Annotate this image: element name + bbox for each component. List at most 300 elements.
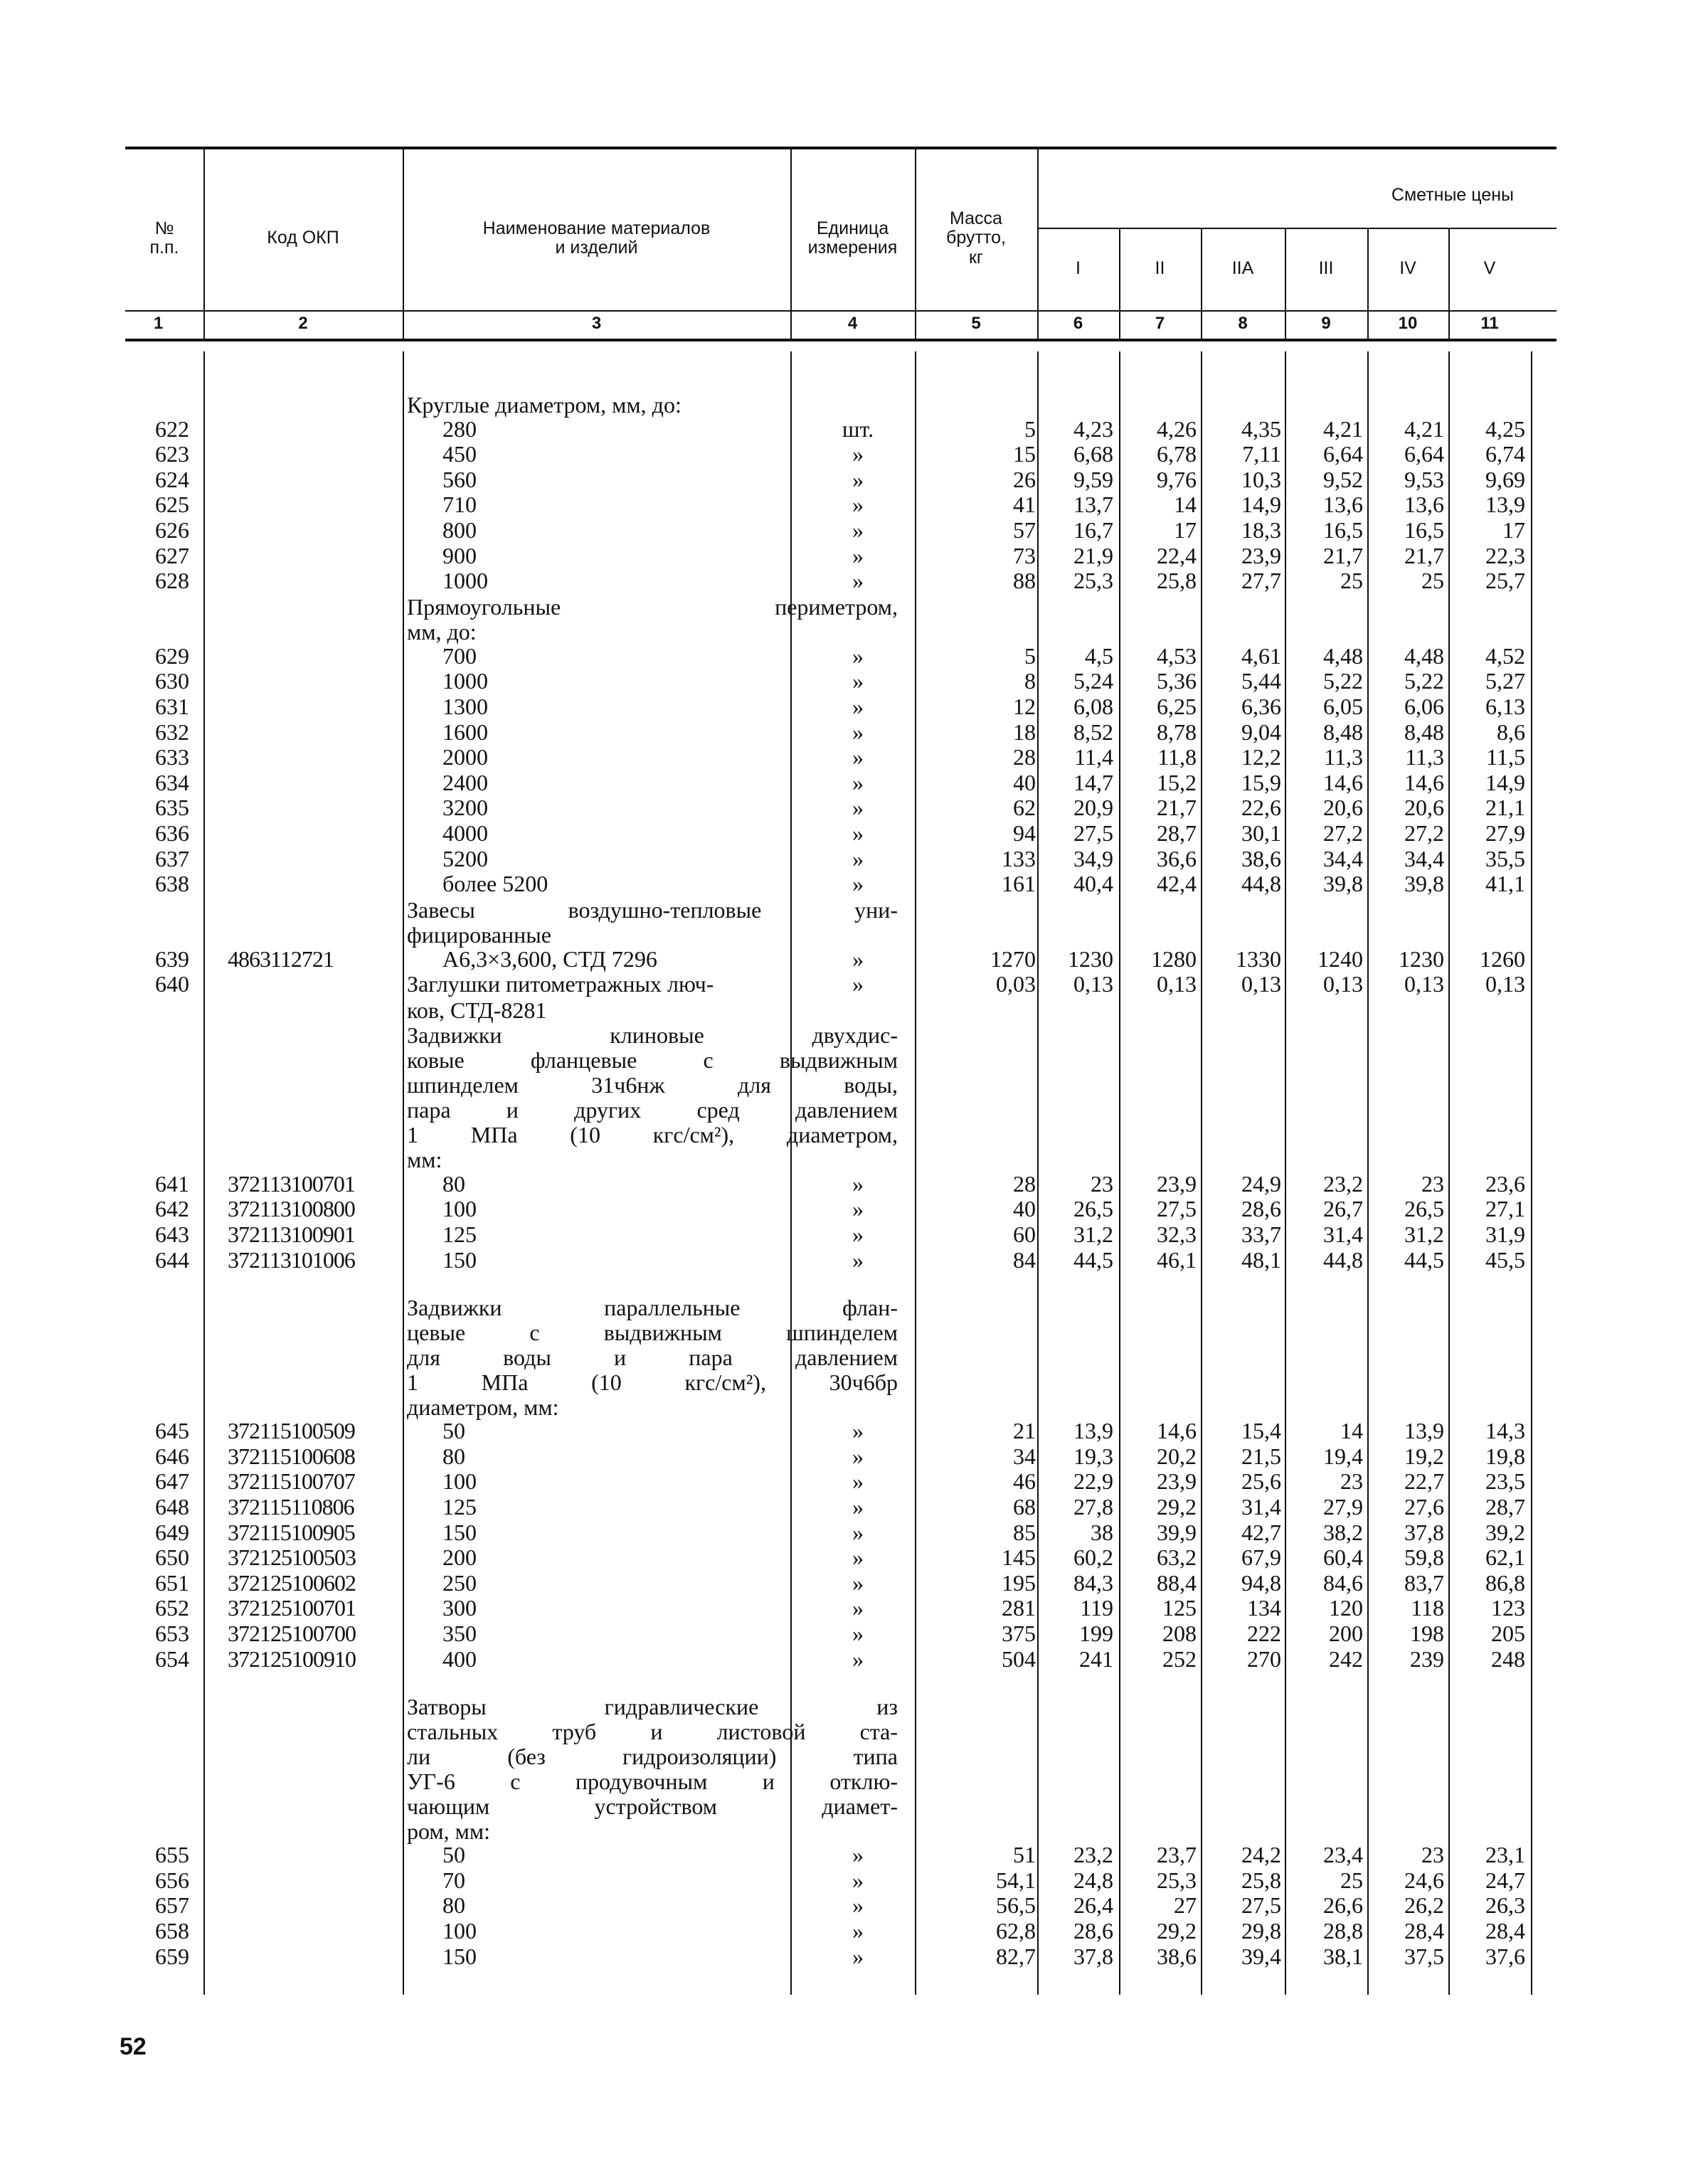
price-zone-5: 13,6 [1404, 492, 1444, 518]
unit-of-measure: » [852, 1196, 864, 1222]
okp-code: 372115100608 [228, 1443, 355, 1469]
gross-mass: 0,03 [996, 971, 1036, 997]
header-divider [125, 310, 1557, 312]
price-zone-1: 13,7 [1073, 492, 1113, 518]
gross-mass: 145 [1002, 1544, 1036, 1571]
unit-of-measure: » [852, 1943, 864, 1969]
price-zone-1: 60,2 [1073, 1544, 1113, 1571]
unit-of-measure: » [852, 1645, 864, 1672]
price-zone-6: 39,2 [1485, 1519, 1525, 1545]
table-row [125, 746, 1557, 772]
price-zone-3: 12,2 [1241, 744, 1281, 770]
unit-of-measure: » [852, 1867, 864, 1893]
price-zone-2: 39,9 [1157, 1519, 1197, 1545]
price-zone-1: 44,5 [1073, 1246, 1113, 1273]
price-zone-6: 27,1 [1485, 1196, 1525, 1222]
price-zone-2: 23,7 [1157, 1842, 1197, 1868]
price-zone-2: 27 [1174, 1892, 1197, 1919]
item-name: 100 [442, 1917, 477, 1944]
gross-mass: 82,7 [996, 1943, 1036, 1969]
price-zone-1: 8,52 [1073, 719, 1113, 745]
section-title-line: ковые фланцевые с выдвижным [407, 1047, 898, 1074]
row-number: 637 [155, 845, 189, 871]
price-zone-3: 6,36 [1241, 693, 1281, 719]
table-row [125, 1470, 1557, 1496]
section-title-line: Круглые диаметром, мм, до: [407, 392, 682, 418]
price-zone-6: 28,4 [1485, 1917, 1525, 1944]
price-zone-4: 4,48 [1323, 642, 1363, 669]
price-zone-5: 24,6 [1404, 1867, 1444, 1893]
header-column-number: 4 [847, 314, 858, 333]
price-zone-2: 6,78 [1157, 441, 1197, 467]
unit-of-measure: » [852, 1621, 864, 1646]
row-number: 642 [155, 1196, 189, 1222]
unit-of-measure: » [852, 1494, 864, 1520]
price-zone-4: 0,13 [1323, 971, 1363, 997]
price-zone-2: 5,36 [1157, 668, 1197, 694]
gross-mass: 26 [1013, 466, 1036, 492]
okp-code: 372125100503 [228, 1544, 356, 1571]
price-zone-3: 67,9 [1241, 1544, 1281, 1571]
item-name: 80 [442, 1443, 465, 1469]
price-zone-6: 4,52 [1485, 642, 1525, 669]
price-zone-3: 222 [1247, 1621, 1281, 1646]
item-name: 450 [442, 441, 477, 467]
price-zone-4: 25 [1340, 1867, 1363, 1893]
price-zone-5: 198 [1410, 1621, 1444, 1646]
price-zone-1: 31,2 [1073, 1221, 1113, 1248]
unit-of-measure: » [852, 542, 864, 568]
row-number: 641 [155, 1170, 189, 1197]
price-zone-3: 42,7 [1241, 1519, 1281, 1545]
unit-of-measure: » [852, 1443, 864, 1469]
row-number: 654 [155, 1645, 189, 1672]
price-zone-2: 9,76 [1157, 466, 1197, 492]
price-zone-5: 39,8 [1404, 871, 1444, 897]
price-zone-1: 37,8 [1073, 1943, 1113, 1969]
price-zone-5: 14,6 [1404, 769, 1444, 795]
price-zone-6: 41,1 [1485, 871, 1525, 897]
section-title-line: Задвижки параллельные флан- [407, 1294, 898, 1320]
price-zone-4: 39,8 [1323, 871, 1363, 897]
unit-of-measure: » [852, 1569, 864, 1596]
item-name: 70 [442, 1867, 465, 1893]
price-zone-5: 83,7 [1404, 1569, 1444, 1596]
row-number: 638 [155, 871, 189, 897]
row-number: 636 [155, 820, 189, 846]
row-number: 656 [155, 1867, 189, 1893]
price-zone-4: 8,48 [1323, 719, 1363, 745]
unit-of-measure: » [852, 492, 864, 518]
price-zone-6: 25,7 [1485, 568, 1525, 594]
section-title-line: чающим устройством диамет- [407, 1793, 898, 1819]
price-zone-1: 23,2 [1073, 1842, 1113, 1868]
row-number: 650 [155, 1544, 189, 1571]
price-zone-3: 23,9 [1241, 542, 1281, 568]
price-zone-1: 34,9 [1073, 845, 1113, 871]
row-number: 629 [155, 642, 189, 669]
header-column-number: 7 [1155, 314, 1165, 333]
price-zone-5: 27,2 [1404, 820, 1444, 846]
header-column-number: 8 [1238, 314, 1248, 333]
unit-of-measure: » [852, 668, 864, 694]
price-zone-1: 24,8 [1073, 1867, 1113, 1893]
price-zone-4: 14,6 [1323, 769, 1363, 795]
gross-mass: 28 [1013, 744, 1036, 770]
item-name: 800 [442, 516, 477, 543]
price-zone-6: 9,69 [1485, 466, 1525, 492]
table-row [125, 1223, 1557, 1249]
table-row [125, 1246, 1557, 1274]
table-row [125, 642, 1557, 670]
price-zone-4: 20,6 [1323, 795, 1363, 821]
table-row [125, 494, 1557, 519]
gross-mass: 12 [1013, 693, 1036, 719]
price-zone-4: 16,5 [1323, 516, 1363, 543]
price-zone-2: 15,2 [1157, 769, 1197, 795]
price-zone-1: 11,4 [1074, 744, 1113, 770]
price-zone-4: 11,3 [1324, 744, 1363, 770]
section-title-line: мм: [407, 1147, 442, 1173]
table-row [125, 544, 1557, 570]
price-zone-6: 45,5 [1485, 1246, 1525, 1273]
item-name: 5200 [442, 845, 488, 871]
section-title-line: диаметром, мм: [407, 1394, 559, 1420]
unit-of-measure: » [852, 1842, 864, 1868]
price-zone-3: 1330 [1236, 945, 1281, 972]
price-zone-1: 6,08 [1073, 693, 1113, 719]
price-zone-5: 22,7 [1404, 1468, 1444, 1495]
price-zone-3: 15,4 [1241, 1418, 1281, 1444]
table-row [125, 1521, 1557, 1547]
item-name: 900 [442, 542, 477, 568]
item-name: 200 [442, 1544, 477, 1571]
item-name: 350 [442, 1621, 477, 1646]
section-title-line: цевые с выдвижным шпинделем [407, 1319, 898, 1345]
section-title-line: шпинделем 31ч6нж для воды, [407, 1072, 898, 1098]
unit-of-measure: » [852, 971, 864, 997]
price-zone-4: 27,9 [1323, 1494, 1363, 1520]
gross-mass: 375 [1002, 1621, 1036, 1646]
item-name: 2400 [442, 769, 488, 795]
price-zone-2: 25,8 [1157, 568, 1197, 594]
header-col-mass: Масса брутто, кг [946, 208, 1006, 267]
price-zone-3: 15,9 [1241, 769, 1281, 795]
price-zone-4: 28,8 [1323, 1917, 1363, 1944]
okp-code: 372125100910 [228, 1645, 356, 1672]
header-col-kod: Код ОКП [267, 228, 339, 248]
gross-mass: 281 [1002, 1595, 1036, 1621]
price-zone-4: 4,21 [1323, 415, 1363, 442]
price-zone-2: 36,6 [1157, 845, 1197, 871]
price-zone-6: 17 [1502, 516, 1525, 543]
section-title-line: пара и других сред давлением [407, 1097, 898, 1123]
price-zone-5: 23 [1421, 1170, 1444, 1197]
item-name: 80 [442, 1892, 465, 1919]
okp-code: 372115100905 [228, 1519, 355, 1545]
item-name: 280 [442, 415, 477, 442]
row-number: 658 [155, 1917, 189, 1944]
price-zone-5: 44,5 [1404, 1246, 1444, 1273]
price-zone-2: 42,4 [1157, 871, 1197, 897]
price-zone-5: 8,48 [1404, 719, 1444, 745]
okp-code: 372113100800 [228, 1196, 355, 1222]
price-zone-1: 19,3 [1073, 1443, 1113, 1469]
item-name: А6,3×3,600, СТД 7296 [442, 945, 657, 972]
header-col-no: № п.п. [149, 218, 179, 258]
row-number: 652 [155, 1595, 189, 1621]
unit-of-measure: » [852, 466, 864, 492]
row-number: 634 [155, 769, 189, 795]
row-number: 640 [155, 971, 189, 997]
price-zone-2: 38,6 [1157, 1943, 1197, 1969]
header-column-number: 3 [591, 314, 602, 333]
row-number: 623 [155, 441, 189, 467]
table-row [125, 468, 1557, 494]
price-zone-3: 25,8 [1241, 1867, 1281, 1893]
price-zone-3: 27,7 [1241, 568, 1281, 594]
price-zone-3: 4,61 [1241, 642, 1281, 669]
price-zone-3: 5,44 [1241, 668, 1281, 694]
price-zone-1: 23 [1091, 1170, 1113, 1197]
unit-of-measure: » [852, 568, 864, 594]
price-zone-1: 27,5 [1073, 820, 1113, 846]
unit-of-measure: » [852, 1892, 864, 1919]
price-zone-6: 5,27 [1485, 668, 1525, 694]
table-row [125, 1869, 1557, 1894]
table-row [125, 1919, 1557, 1945]
item-name: 80 [442, 1170, 465, 1197]
price-zone-3: 24,9 [1241, 1170, 1281, 1197]
gross-mass: 133 [1002, 845, 1036, 871]
gross-mass: 68 [1013, 1494, 1036, 1520]
price-zone-5: 31,2 [1404, 1221, 1444, 1248]
price-zone-5: 59,8 [1404, 1544, 1444, 1571]
header-column-number: 10 [1398, 314, 1418, 333]
unit-of-measure: » [852, 441, 864, 467]
section-title-line: Задвижки клиновые двухдис- [407, 1022, 898, 1049]
okp-code: 372125100602 [228, 1569, 356, 1596]
price-zone-4: 84,6 [1323, 1569, 1363, 1596]
header-col-unit: Единица измерения [807, 218, 898, 258]
price-zone-6: 21,1 [1485, 795, 1525, 821]
price-zone-5: 19,2 [1404, 1443, 1444, 1469]
gross-mass: 504 [1002, 1645, 1036, 1672]
table-row [125, 1420, 1557, 1446]
item-name: 150 [442, 1943, 477, 1969]
price-zone-2: 25,3 [1157, 1867, 1197, 1893]
unit-of-measure: » [852, 1170, 864, 1197]
item-name: 3200 [442, 795, 488, 821]
price-zone-2: 8,78 [1157, 719, 1197, 745]
item-name: Заглушки питометражных люч- [407, 971, 714, 997]
price-zone-3: 33,7 [1241, 1221, 1281, 1248]
price-zone-2: 22,4 [1157, 542, 1197, 568]
item-name: 4000 [442, 820, 488, 846]
gross-mass: 54,1 [996, 1867, 1036, 1893]
price-zone-2: 32,3 [1157, 1221, 1197, 1248]
unit-of-measure: шт. [842, 415, 874, 442]
unit-of-measure: » [852, 1544, 864, 1571]
item-name: 1000 [442, 568, 488, 594]
header-divider [1037, 228, 1557, 229]
price-zone-3: 94,8 [1241, 1569, 1281, 1596]
section-title-line: Затворы гидравлические из [407, 1693, 898, 1719]
header-price-zone: IV [1399, 258, 1416, 279]
header-price-zone: V [1483, 258, 1496, 279]
row-number: 651 [155, 1569, 189, 1596]
price-zone-2: 1280 [1151, 945, 1197, 972]
price-zone-5: 13,9 [1404, 1418, 1444, 1444]
table-row [125, 695, 1557, 721]
table-row [125, 1597, 1557, 1623]
price-zone-5: 6,06 [1404, 693, 1444, 719]
unit-of-measure: » [852, 1519, 864, 1545]
section-gap [125, 1673, 1557, 1695]
price-zone-5: 118 [1411, 1595, 1444, 1621]
price-zone-5: 11,3 [1405, 744, 1444, 770]
price-zone-1: 6,68 [1073, 441, 1113, 467]
price-zone-1: 9,59 [1073, 466, 1113, 492]
price-zone-3: 28,6 [1241, 1196, 1281, 1222]
section-title-line: 1 МПа (10 кгс/см²), 30ч6бр [407, 1369, 898, 1395]
price-zone-4: 60,4 [1323, 1544, 1363, 1571]
row-number: 649 [155, 1519, 189, 1545]
table-row [125, 443, 1557, 469]
item-name: 560 [442, 466, 477, 492]
item-name: 125 [442, 1221, 477, 1248]
header-column-number: 9 [1321, 314, 1331, 333]
header-col-prices: Сметные цены [1391, 185, 1514, 206]
price-zone-3: 27,5 [1241, 1892, 1281, 1919]
item-name: 700 [442, 642, 477, 669]
gross-mass: 40 [1013, 769, 1036, 795]
price-zone-2: 23,9 [1157, 1468, 1197, 1495]
table-row [125, 1544, 1557, 1572]
gross-mass: 56,5 [996, 1892, 1036, 1919]
header-column-number: 11 [1480, 314, 1499, 333]
gross-mass: 94 [1013, 820, 1036, 846]
price-zone-4: 27,2 [1323, 820, 1363, 846]
price-zone-6: 13,9 [1485, 492, 1525, 518]
section-title-line: Завесы воздушно-тепловые уни- [407, 897, 898, 923]
price-zone-6: 0,13 [1485, 971, 1525, 997]
table-row [125, 1172, 1557, 1198]
section-title-line: Прямоугольные периметром, [407, 594, 898, 620]
item-name: 100 [442, 1196, 477, 1222]
price-zone-5: 4,21 [1404, 415, 1444, 442]
price-zone-2: 28,7 [1157, 820, 1197, 846]
table-row [125, 1645, 1557, 1673]
price-zone-2: 11,8 [1157, 744, 1197, 770]
price-zone-2: 6,25 [1157, 693, 1197, 719]
price-zone-4: 9,52 [1323, 466, 1363, 492]
table-row [125, 1894, 1557, 1920]
row-number: 635 [155, 795, 189, 821]
row-number: 628 [155, 568, 189, 594]
row-number: 630 [155, 668, 189, 694]
price-zone-6: 62,1 [1485, 1544, 1525, 1571]
price-zone-6: 19,8 [1485, 1443, 1525, 1469]
price-zone-6: 24,7 [1485, 1867, 1525, 1893]
price-zone-3: 25,6 [1241, 1468, 1281, 1495]
section-title-line: для воды и пара давлением [407, 1344, 898, 1370]
price-zone-5: 239 [1410, 1645, 1444, 1672]
unit-of-measure: » [852, 845, 864, 871]
row-number: 627 [155, 542, 189, 568]
gross-mass: 34 [1013, 1443, 1036, 1469]
price-zone-4: 38,2 [1323, 1519, 1363, 1545]
price-zone-6: 8,6 [1497, 719, 1525, 745]
item-name: 150 [442, 1246, 477, 1273]
table-row [125, 873, 1557, 898]
price-zone-2: 125 [1162, 1595, 1197, 1621]
price-zone-2: 29,2 [1157, 1494, 1197, 1520]
item-name: более 5200 [442, 871, 548, 897]
price-zone-3: 48,1 [1241, 1246, 1281, 1273]
price-zone-3: 0,13 [1241, 971, 1281, 997]
price-zone-4: 23,4 [1323, 1842, 1363, 1868]
price-zone-3: 9,04 [1241, 719, 1281, 745]
table-row [125, 670, 1557, 696]
row-number: 653 [155, 1621, 189, 1646]
section-title-line: мм, до: [407, 619, 477, 645]
gross-mass: 21 [1013, 1418, 1036, 1444]
price-zone-1: 0,13 [1073, 971, 1113, 997]
item-name: 300 [442, 1595, 477, 1621]
price-zone-3: 18,3 [1241, 516, 1281, 543]
price-zone-3: 14,9 [1241, 492, 1281, 518]
price-zone-1: 26,5 [1073, 1196, 1113, 1222]
price-zone-3: 31,4 [1241, 1494, 1281, 1520]
table-row [125, 1571, 1557, 1597]
price-zone-4: 19,4 [1323, 1443, 1363, 1469]
price-zone-6: 23,5 [1485, 1468, 1525, 1495]
price-zone-2: 63,2 [1157, 1544, 1197, 1571]
row-number: 626 [155, 516, 189, 543]
price-zone-1: 20,9 [1073, 795, 1113, 821]
price-zone-3: 39,4 [1241, 1943, 1281, 1969]
gross-mass: 57 [1013, 516, 1036, 543]
price-zone-5: 23 [1421, 1842, 1444, 1868]
row-number: 646 [155, 1443, 189, 1469]
price-zone-1: 22,9 [1073, 1468, 1113, 1495]
price-zone-3: 270 [1247, 1645, 1281, 1672]
unit-of-measure: » [852, 769, 864, 795]
price-zone-1: 13,9 [1073, 1418, 1113, 1444]
table-row [125, 1495, 1557, 1521]
price-zone-4: 200 [1329, 1621, 1363, 1646]
price-zone-5: 21,7 [1404, 542, 1444, 568]
okp-code: 4863112721 [228, 945, 334, 972]
item-name: 1300 [442, 693, 488, 719]
price-zone-3: 44,8 [1241, 871, 1281, 897]
unit-of-measure: » [852, 1468, 864, 1495]
table-row [125, 771, 1557, 797]
price-zone-2: 14,6 [1157, 1418, 1197, 1444]
okp-code: 372113100901 [228, 1221, 355, 1248]
table-row [125, 847, 1557, 873]
row-number: 624 [155, 466, 189, 492]
price-zone-5: 6,64 [1404, 441, 1444, 467]
row-number: 631 [155, 693, 189, 719]
price-zone-5: 37,5 [1404, 1943, 1444, 1969]
price-zone-2: 208 [1162, 1621, 1197, 1646]
price-zone-4: 242 [1329, 1645, 1363, 1672]
header-price-zone: II [1155, 258, 1165, 279]
price-zone-2: 14 [1174, 492, 1197, 518]
price-zone-3: 29,8 [1241, 1917, 1281, 1944]
